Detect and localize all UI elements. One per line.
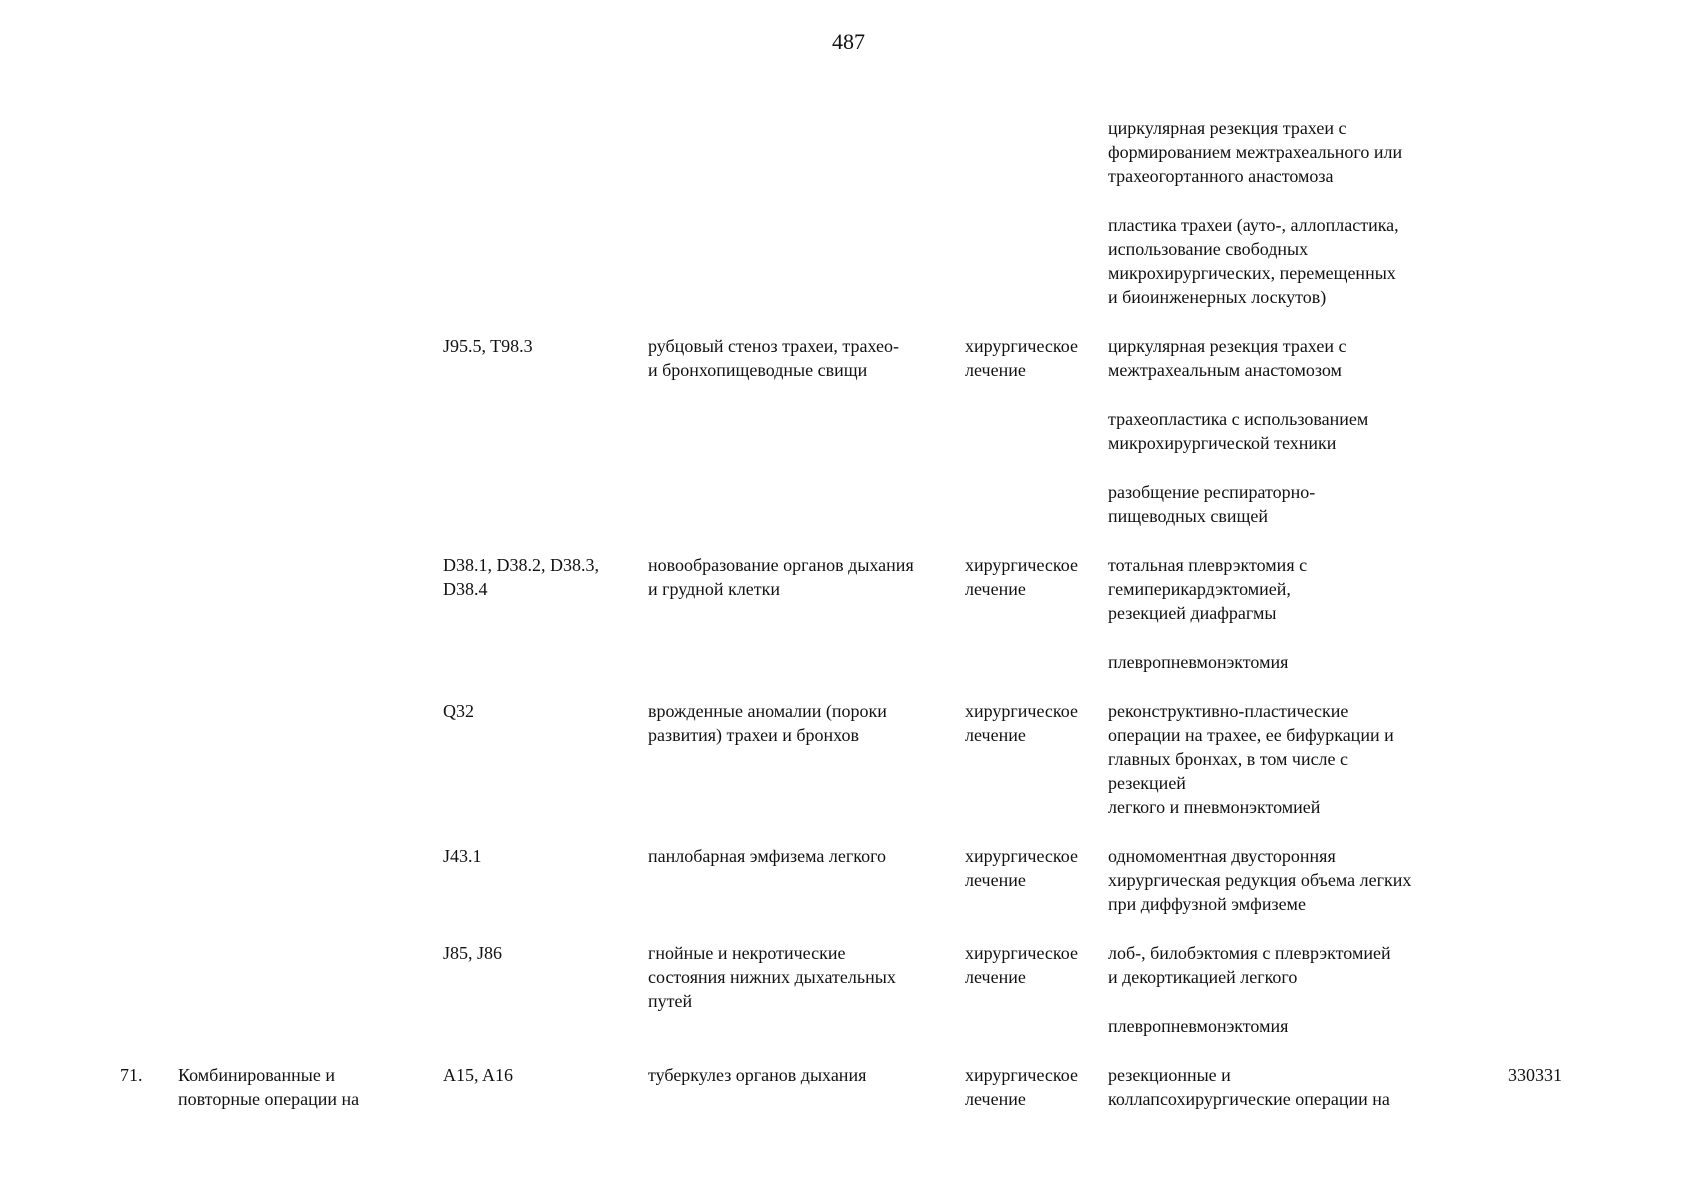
table-row bbox=[120, 941, 1600, 1063]
treatment-methods-cell bbox=[1108, 699, 1508, 844]
procedure-group-name-cell bbox=[178, 1063, 443, 1111]
method-line: формированием межтрахеального или bbox=[1108, 142, 1403, 162]
icd-codes-line: D38.4 bbox=[443, 579, 488, 599]
treatment-type-line: лечение bbox=[965, 967, 1026, 987]
icd-codes-line: A15, A16 bbox=[443, 1065, 514, 1085]
method-item bbox=[1108, 941, 1508, 989]
method-line: резекционные и bbox=[1108, 1065, 1231, 1085]
diagnosis-cell bbox=[648, 699, 965, 747]
method-line: операции на трахее, ее бифуркации и bbox=[1108, 725, 1394, 745]
procedure-group-name-line: Комбинированные и bbox=[178, 1065, 335, 1085]
treatment-type-line: хирургическое bbox=[965, 846, 1078, 866]
method-line: резекцией bbox=[1108, 773, 1186, 793]
diagnosis-line: врожденные аномалии (пороки bbox=[648, 701, 887, 721]
icd-codes-line: D38.1, D38.2, D38.3, bbox=[443, 555, 599, 575]
treatment-type-line: лечение bbox=[965, 725, 1026, 745]
method-line: резекцией диафрагмы bbox=[1108, 603, 1277, 623]
method-item bbox=[1108, 553, 1508, 625]
treatment-type-cell bbox=[965, 334, 1108, 382]
diagnosis-line: туберкулез органов дыхания bbox=[648, 1065, 867, 1085]
table-row bbox=[120, 116, 1600, 334]
treatment-type-line: лечение bbox=[965, 870, 1026, 890]
icd-codes-cell bbox=[443, 334, 648, 358]
method-line: пищеводных свищей bbox=[1108, 506, 1268, 526]
method-line: плевропневмонэктомия bbox=[1108, 1016, 1289, 1036]
diagnosis-cell bbox=[648, 844, 965, 868]
diagnosis-line: новообразование органов дыхания bbox=[648, 555, 914, 575]
icd-codes-line: J43.1 bbox=[443, 846, 482, 866]
method-item bbox=[1108, 213, 1508, 309]
method-line: межтрахеальным анастомозом bbox=[1108, 360, 1342, 380]
method-line: хирургическая редукция объема легких bbox=[1108, 870, 1412, 890]
diagnosis-cell bbox=[648, 1063, 965, 1087]
method-line: использование свободных bbox=[1108, 239, 1309, 259]
treatment-type-cell bbox=[965, 1063, 1108, 1111]
diagnosis-line: и грудной клетки bbox=[648, 579, 781, 599]
method-line: микрохирургической техники bbox=[1108, 433, 1337, 453]
method-line: гемиперикардэктомией, bbox=[1108, 579, 1291, 599]
method-line: трахеопластика с использованием bbox=[1108, 409, 1369, 429]
treatment-methods-cell bbox=[1108, 116, 1508, 334]
method-item bbox=[1108, 1063, 1508, 1111]
method-line: пластика трахеи (ауто-, аллопластика, bbox=[1108, 215, 1399, 235]
method-line: при диффузной эмфиземе bbox=[1108, 894, 1306, 914]
icd-codes-cell bbox=[443, 553, 648, 601]
treatment-methods-cell bbox=[1108, 1063, 1508, 1136]
method-line: коллапсохирургические операции на bbox=[1108, 1089, 1390, 1109]
icd-codes-cell bbox=[443, 699, 648, 723]
table-row bbox=[120, 1063, 1600, 1136]
method-item bbox=[1108, 1014, 1508, 1038]
treatment-type-line: лечение bbox=[965, 360, 1026, 380]
diagnosis-line: путей bbox=[648, 991, 693, 1011]
method-line: главных бронхах, в том числе с bbox=[1108, 749, 1349, 769]
table-row bbox=[120, 844, 1600, 941]
icd-codes-line: J95.5, T98.3 bbox=[443, 336, 533, 356]
diagnosis-line: состояния нижних дыхательных bbox=[648, 967, 896, 987]
treatment-methods-cell bbox=[1108, 553, 1508, 699]
treatment-table bbox=[120, 116, 1600, 1136]
treatment-type-cell bbox=[965, 941, 1108, 989]
diagnosis-line: гнойные и некротические bbox=[648, 943, 846, 963]
procedure-group-name-line: повторные операции на bbox=[178, 1089, 360, 1109]
method-line: разобщение респираторно- bbox=[1108, 482, 1316, 502]
icd-codes-cell bbox=[443, 844, 648, 868]
method-line: лоб-, билобэктомия с плеврэктомией bbox=[1108, 943, 1391, 963]
diagnosis-line: рубцовый стеноз трахеи, трахео- bbox=[648, 336, 899, 356]
icd-codes-line: Q32 bbox=[443, 701, 474, 721]
method-item bbox=[1108, 116, 1508, 188]
method-line: трахеогортанного анастомоза bbox=[1108, 166, 1334, 186]
table-row bbox=[120, 699, 1600, 844]
diagnosis-cell bbox=[648, 941, 965, 1013]
treatment-type-line: хирургическое bbox=[965, 336, 1078, 356]
cost-cell bbox=[1508, 1063, 1598, 1087]
method-item bbox=[1108, 699, 1508, 819]
cost-text: 330331 bbox=[1508, 1065, 1562, 1085]
method-line: и биоинженерных лоскутов) bbox=[1108, 287, 1327, 307]
treatment-type-line: лечение bbox=[965, 579, 1026, 599]
method-item bbox=[1108, 480, 1508, 528]
table-row bbox=[120, 334, 1600, 553]
icd-codes-cell bbox=[443, 1063, 648, 1087]
table-row bbox=[120, 553, 1600, 699]
treatment-type-line: хирургическое bbox=[965, 555, 1078, 575]
method-line: тотальная плеврэктомия с bbox=[1108, 555, 1308, 575]
method-line: реконструктивно-пластические bbox=[1108, 701, 1349, 721]
method-line: одномоментная двусторонняя bbox=[1108, 846, 1336, 866]
treatment-type-cell bbox=[965, 553, 1108, 601]
method-line: легкого и пневмонэктомией bbox=[1108, 797, 1321, 817]
method-line: микрохирургических, перемещенных bbox=[1108, 263, 1396, 283]
treatment-methods-cell bbox=[1108, 334, 1508, 553]
diagnosis-cell bbox=[648, 553, 965, 601]
diagnosis-line: развития) трахеи и бронхов bbox=[648, 725, 859, 745]
diagnosis-line: и бронхопищеводные свищи bbox=[648, 360, 868, 380]
method-line: и декортикацией легкого bbox=[1108, 967, 1298, 987]
treatment-type-line: хирургическое bbox=[965, 943, 1078, 963]
treatment-methods-cell bbox=[1108, 844, 1508, 941]
method-item bbox=[1108, 407, 1508, 455]
method-line: плевропневмонэктомия bbox=[1108, 652, 1289, 672]
treatment-methods-cell bbox=[1108, 941, 1508, 1063]
treatment-type-line: лечение bbox=[965, 1089, 1026, 1109]
method-item bbox=[1108, 844, 1508, 916]
treatment-type-cell bbox=[965, 699, 1108, 747]
icd-codes-line: J85, J86 bbox=[443, 943, 503, 963]
treatment-type-line: хирургическое bbox=[965, 701, 1078, 721]
row-number-text: 71. bbox=[120, 1065, 143, 1085]
method-item bbox=[1108, 334, 1508, 382]
icd-codes-cell bbox=[443, 941, 648, 965]
diagnosis-line: панлобарная эмфизема легкого bbox=[648, 846, 887, 866]
method-line: циркулярная резекция трахеи с bbox=[1108, 118, 1347, 138]
treatment-type-line: хирургическое bbox=[965, 1065, 1078, 1085]
method-line: циркулярная резекция трахеи с bbox=[1108, 336, 1347, 356]
method-item bbox=[1108, 650, 1508, 674]
row-number-cell bbox=[120, 1063, 178, 1087]
page-number: 487 bbox=[832, 29, 865, 54]
treatment-type-cell bbox=[965, 844, 1108, 892]
diagnosis-cell bbox=[648, 334, 965, 382]
